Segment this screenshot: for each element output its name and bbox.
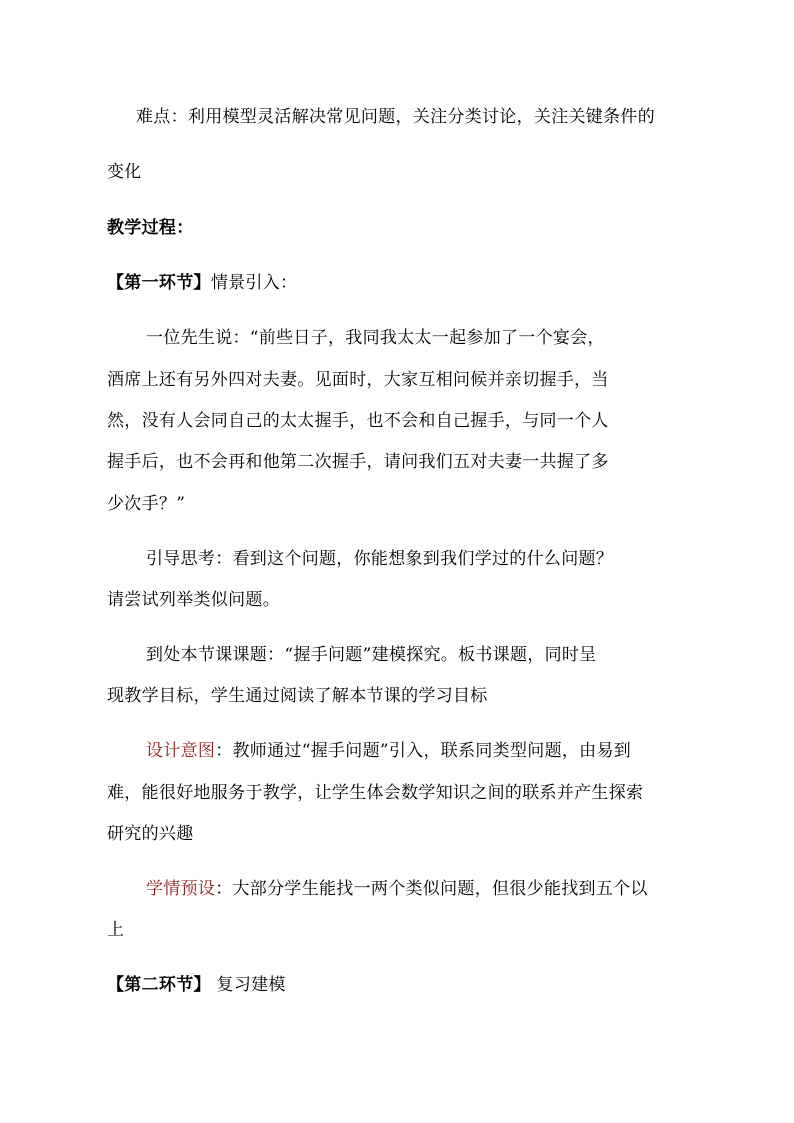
preset-label: 学情预设 bbox=[146, 879, 216, 899]
guide-line-1: 引导思考：看到这个问题，你能想象到我们学过的什么问题？ bbox=[146, 549, 614, 569]
story-line-3: 然，没有人会同自己的太太握手，也不会和自己握手，与同一个人 bbox=[107, 411, 609, 431]
preset-line-1-text: ：大部分学生能找一两个类似问题，但很少能找到五个以 bbox=[215, 879, 648, 899]
design-line-3: 研究的兴趣 bbox=[107, 824, 194, 844]
design-line-1 bbox=[146, 740, 631, 762]
topic-line-1: 到处本节课课题：“握手问题”建模探究。板书课题，同时呈 bbox=[146, 645, 597, 665]
story-line-4: 握手后，也不会再和他第二次握手，请问我们五对夫妻一共握了多 bbox=[107, 452, 609, 472]
design-line-1-text: ：教师通过“握手问题”引入，联系同类型问题，由易到 bbox=[215, 741, 632, 761]
difficulty-line-1: 难点：利用模型灵活解决常见问题，关注分类讨论，关注关键条件的 bbox=[136, 107, 655, 127]
process-heading: 教学过程： bbox=[107, 218, 194, 238]
design-line-2: 难，能很好地服务于教学，让学生体会数学知识之间的联系并产生探索 bbox=[107, 783, 644, 803]
section2-title-text: 复习建模 bbox=[210, 975, 286, 995]
section2-label: 【第二环节】 bbox=[107, 975, 211, 995]
story-line-1: 一位先生说：“前些日子，我同我太太一起参加了一个宴会， bbox=[146, 328, 605, 348]
design-intent-label: 设计意图 bbox=[146, 741, 216, 761]
difficulty-line-2: 变化 bbox=[107, 162, 142, 182]
preset-line-1 bbox=[146, 878, 648, 900]
topic-line-2: 现教学目标，学生通过阅读了解本节课的学习目标 bbox=[107, 686, 488, 706]
guide-line-2: 请尝试列举类似问题。 bbox=[107, 590, 280, 610]
section1-title-text: 情景引入： bbox=[210, 273, 298, 293]
story-line-5: 少次手？” bbox=[107, 494, 186, 514]
preset-line-2: 上 bbox=[107, 920, 125, 940]
story-line-2: 酒席上还有另外四对夫妻。见面时，大家互相问候并亲切握手，当 bbox=[107, 370, 609, 390]
section2-title bbox=[107, 974, 286, 996]
section1-title bbox=[107, 272, 297, 294]
section1-label: 【第一环节】 bbox=[107, 273, 211, 293]
